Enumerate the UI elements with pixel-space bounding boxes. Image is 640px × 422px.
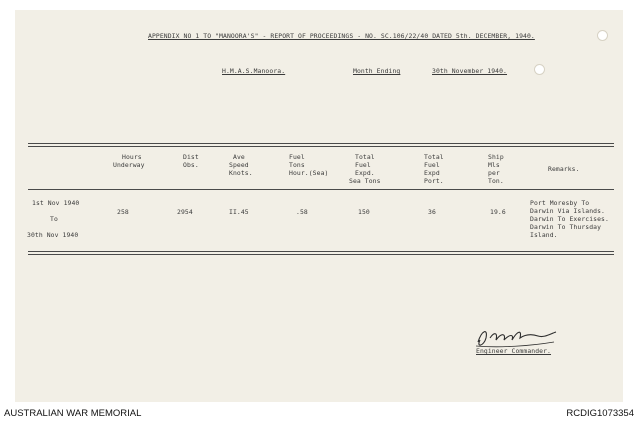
- header-mpt-line: Mls: [488, 161, 500, 169]
- appendix-title: APPENDIX NO 1 TO "MANOORA'S" - REPORT OF PROCEEDINGS - NO. SC.106/22/40 DATED 5th. DECEMBER, 1940.: [148, 32, 535, 40]
- header-total-sea-line: Sea Tons: [349, 177, 381, 185]
- period-label: Month Ending: [353, 67, 401, 75]
- header-dist-line: Obs.: [183, 161, 199, 169]
- table-header-rule: [28, 189, 614, 190]
- header-fuel-tons-line: Fuel: [289, 153, 305, 161]
- header-mpt-line: Ship: [488, 153, 504, 161]
- header-total-port-line: Fuel: [424, 161, 440, 169]
- header-total-sea-line: Expd.: [355, 169, 375, 177]
- header-hours-line: Underway: [113, 161, 145, 169]
- signature-title: Engineer Commander.: [476, 347, 552, 355]
- period-value: 30th November 1940.: [432, 67, 508, 75]
- cell-hours: 258: [117, 208, 129, 216]
- header-hours-line: Hours: [122, 153, 142, 161]
- header-total-port-line: Expd: [424, 169, 440, 177]
- table-bottom-rule-2: [28, 254, 614, 255]
- cell-fuel-tons: .58: [296, 208, 308, 216]
- cell-speed: II.45: [229, 208, 249, 216]
- table-bottom-rule: [28, 251, 614, 252]
- date-to: 30th Nov 1940: [27, 231, 79, 239]
- cell-dist: 2954: [177, 208, 193, 216]
- header-total-sea-line: Fuel: [355, 161, 371, 169]
- ship-name: H.M.A.S.Manoora.: [222, 67, 286, 75]
- table-top-rule-2: [28, 146, 614, 147]
- cell-miles-per-ton: 19.6: [490, 208, 506, 216]
- footer-left: AUSTRALIAN WAR MEMORIAL: [4, 408, 142, 419]
- remarks-line: Darwin Via Islands.: [530, 207, 606, 215]
- header-mpt-line: per: [488, 169, 500, 177]
- date-to-word: To: [50, 215, 58, 223]
- table-top-rule: [28, 143, 614, 144]
- remarks-line: Island.: [530, 231, 558, 239]
- header-fuel-tons-line: Hour.(Sea): [289, 169, 329, 177]
- header-speed-line: Ave: [233, 153, 245, 161]
- remarks-line: Darwin To Thursday: [530, 223, 602, 231]
- remarks-line: Darwin To Exercises.: [530, 215, 609, 223]
- date-from: 1st Nov 1940: [32, 199, 80, 207]
- cell-total-sea: 150: [358, 208, 370, 216]
- header-total-sea-line: Total: [355, 153, 375, 161]
- header-speed-line: Speed: [229, 161, 249, 169]
- header-dist-line: Dist: [183, 153, 199, 161]
- header-total-port-line: Port.: [424, 177, 444, 185]
- header-remarks: Remarks.: [548, 165, 580, 173]
- header-fuel-tons-line: Tons: [289, 161, 305, 169]
- remarks-line: Port Moresby To: [530, 199, 590, 207]
- punch-hole-right: [597, 30, 608, 41]
- header-speed-line: Knots.: [229, 169, 253, 177]
- header-total-port-line: Total: [424, 153, 444, 161]
- footer-right: RCDIG1073354: [566, 408, 634, 419]
- punch-hole-left: [534, 64, 545, 75]
- cell-total-port: 36: [428, 208, 436, 216]
- header-mpt-line: Ton.: [488, 177, 504, 185]
